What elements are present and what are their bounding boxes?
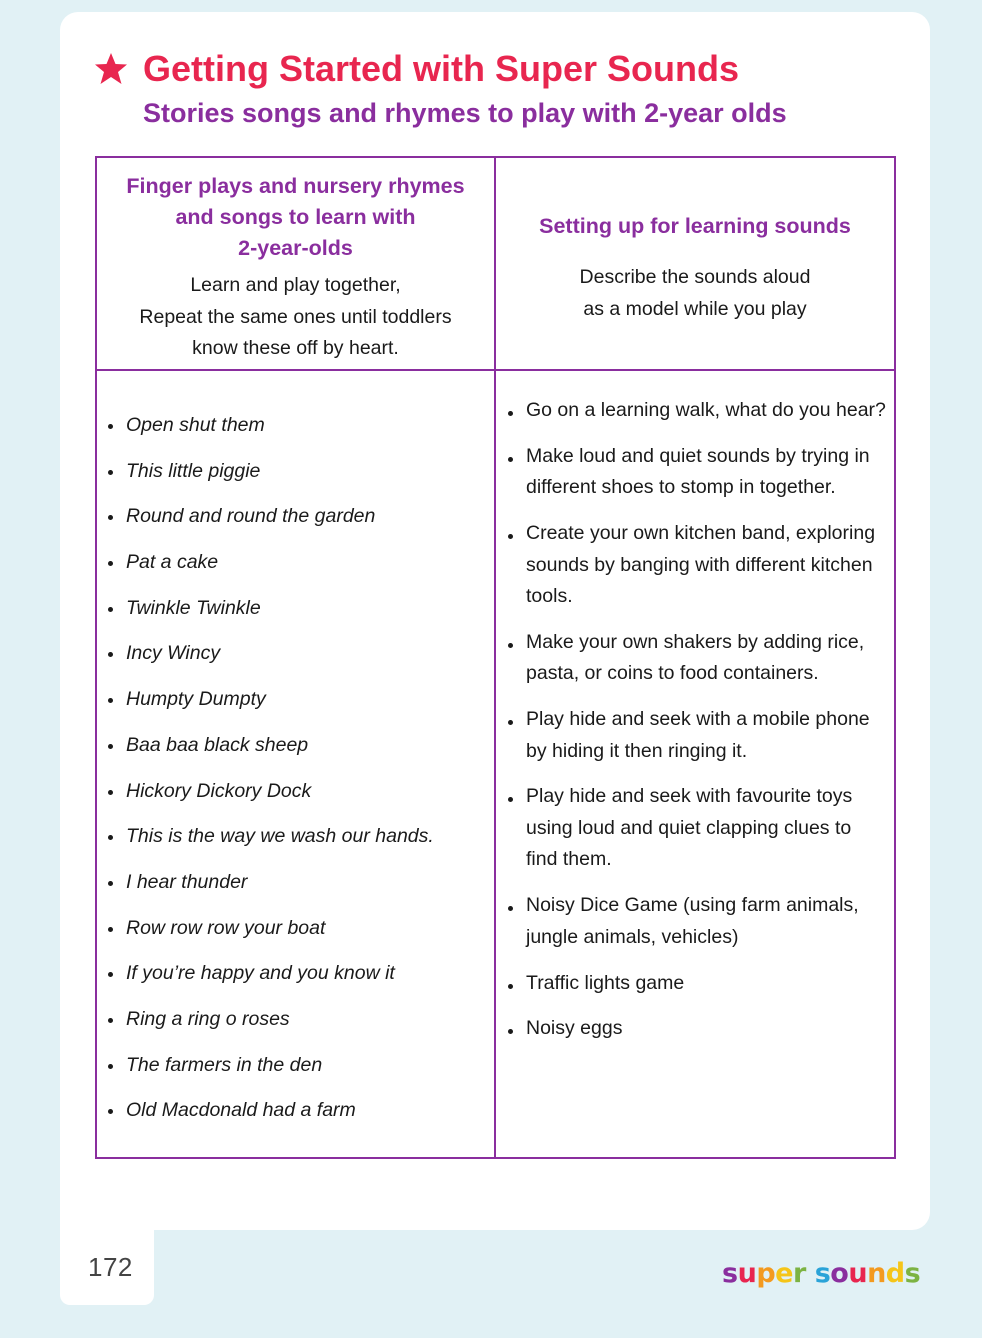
rhymes-heading-line: 2-year-olds	[238, 236, 353, 260]
rhyme-item: The farmers in the den	[106, 1048, 491, 1094]
rhyme-item: Humpty Dumpty	[106, 682, 491, 728]
table-header-divider	[95, 369, 896, 371]
logo-letter: p	[756, 1258, 776, 1289]
rhyme-item: Twinkle Twinkle	[106, 591, 491, 637]
activity-item: Play hide and seek with a mobile phone by hiding it then ringing it.	[506, 704, 888, 767]
activity-item: Go on a learning walk, what do you hear?	[506, 395, 888, 427]
sounds-description-line: as a model while you play	[583, 297, 807, 320]
logo-letter: s	[814, 1258, 831, 1289]
sounds-description-line: Describe the sounds aloud	[579, 266, 811, 288]
logo-letter: n	[867, 1258, 886, 1289]
logo-letter: s	[904, 1258, 921, 1289]
rhyme-item: I hear thunder	[106, 865, 491, 911]
rhyme-item: Incy Wincy	[106, 636, 491, 682]
activity-item: Make loud and quiet sounds by trying in different shoes to stomp in together.	[506, 441, 888, 504]
logo-letter: o	[830, 1258, 849, 1289]
activity-item: Make your own shakers by adding rice, pasta, or coins to food containers.	[506, 627, 888, 690]
rhyme-item: If you’re happy and you know it	[106, 956, 491, 1002]
rhymes-heading-line: and songs to learn with	[175, 205, 416, 229]
activity-item: Create your own kitchen band, exploring sounds by banging with different kitchen tools.	[506, 518, 888, 613]
rhyme-item: Pat a cake	[106, 545, 491, 591]
page-subtitle: Stories songs and rhymes to play with 2-year olds	[143, 98, 787, 128]
activity-item: Noisy Dice Game (using farm animals, jungle animals, vehicles)	[506, 890, 888, 953]
rhymes-description-line: Repeat the same ones until toddlers	[139, 305, 452, 328]
rhyme-item: Row row row your boat	[106, 911, 491, 957]
logo-letter	[806, 1258, 815, 1289]
rhyme-item: This is the way we wash our hands.	[106, 819, 491, 865]
activity-item: Traffic lights game	[506, 968, 888, 1000]
logo-letter: r	[792, 1258, 806, 1289]
activity-item: Noisy eggs	[506, 1013, 888, 1045]
logo-letter: s	[722, 1258, 738, 1289]
rhyme-item: Round and round the garden	[106, 499, 491, 545]
rhymes-column-header	[97, 171, 494, 365]
rhymes-heading-line: Finger plays and nursery rhymes	[126, 174, 465, 198]
rhyme-item: Open shut them	[106, 408, 491, 454]
logo-letter: d	[885, 1258, 905, 1289]
logo-letter: e	[775, 1258, 793, 1289]
rhyme-item: Hickory Dickory Dock	[106, 774, 491, 820]
rhyme-item: Ring a ring o roses	[106, 1002, 491, 1048]
rhyme-item: This little piggie	[106, 454, 491, 500]
rhymes-description-line: Learn and play together,	[190, 274, 401, 296]
star-icon	[94, 52, 128, 86]
page-title: Getting Started with Super Sounds	[143, 48, 740, 89]
logo-letter: u	[848, 1258, 868, 1289]
rhymes-description-line: know these off by heart.	[192, 337, 399, 359]
logo-letter: u	[737, 1258, 757, 1289]
rhyme-item: Old Macdonald had a farm	[106, 1093, 491, 1139]
rhymes-list	[106, 408, 491, 1139]
sounds-column-header	[496, 211, 894, 325]
sound-activities-list	[506, 395, 888, 1059]
super-sounds-logo	[722, 1258, 920, 1289]
sounds-heading: Setting up for learning sounds	[539, 214, 851, 238]
page-number: 172	[88, 1252, 133, 1282]
rhyme-item: Baa baa black sheep	[106, 728, 491, 774]
activity-item: Play hide and seek with favourite toys using loud and quiet clapping clues to find them.	[506, 781, 888, 876]
